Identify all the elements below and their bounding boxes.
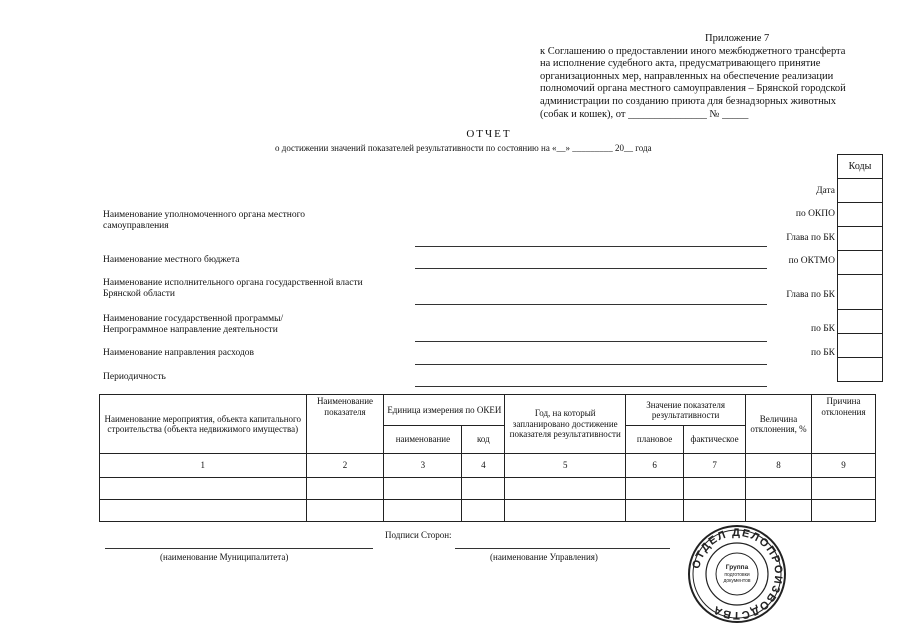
stamp-center-line: подготовки (724, 572, 750, 578)
col-header-deviation: Величина отклонения, % (746, 395, 812, 454)
appendix-title: Приложение 7 (705, 33, 770, 44)
col-number: 2 (306, 454, 384, 478)
col-number: 6 (626, 454, 684, 478)
table-cell[interactable] (462, 500, 505, 522)
table-cell[interactable] (505, 500, 626, 522)
codes-table (837, 154, 883, 382)
table-cell[interactable] (684, 500, 746, 522)
col-header-planned: плановое (626, 426, 684, 454)
report-title: ОТЧЕТ (466, 128, 512, 140)
col-number: 9 (812, 454, 876, 478)
table-cell[interactable] (384, 500, 462, 522)
code-label-glava-bk-2: Глава по БК (786, 290, 835, 300)
code-cell-glava-bk[interactable] (838, 227, 883, 251)
col-number: 8 (746, 454, 812, 478)
signature-line-department[interactable] (455, 548, 670, 549)
code-label-glava-bk: Глава по БК (786, 233, 835, 243)
signatures-title: Подписи Сторон: (385, 530, 452, 540)
stamp-center-line: документов (723, 578, 751, 584)
code-cell-date[interactable] (838, 179, 883, 203)
field-label-executive: Наименование исполнительного органа государственной власти (103, 278, 363, 288)
table-row[interactable] (100, 500, 876, 522)
codes-header: Коды (838, 155, 883, 179)
field-label-direction: Наименование направления расходов (103, 348, 255, 358)
appendix-line: полномочий органа местного самоуправления – Брянской городской (540, 83, 846, 95)
col-header-unit: Единица измерения по ОКЕИ (384, 395, 505, 426)
field-line-direction[interactable] (415, 364, 767, 365)
appendix-line: к Соглашению о предоставлении иного межбюджетного трансферта (540, 45, 846, 57)
code-cell-period[interactable] (838, 358, 883, 382)
table-row[interactable] (100, 478, 876, 500)
col-number: 1 (100, 454, 307, 478)
report-subtitle: о достижении значений показателей результативности по состоянию на «__» _________ 20__ года (275, 143, 652, 153)
table-cell[interactable] (384, 478, 462, 500)
field-line-authority[interactable] (415, 246, 767, 247)
col-number: 4 (462, 454, 505, 478)
table-cell[interactable] (626, 478, 684, 500)
field-line-periodicity[interactable] (415, 386, 767, 387)
table-cell[interactable] (684, 478, 746, 500)
col-header-value: Значение показателя результативности (626, 395, 746, 426)
signature-line-municipality[interactable] (105, 548, 373, 549)
official-stamp (687, 524, 787, 624)
field-label-program-cont: Непрограммное направление деятельности (103, 325, 278, 335)
stamp-center-line: Группа (725, 564, 749, 571)
appendix-line: на исполнение судебного акта, предусматривающего принятие (540, 58, 821, 70)
table-cell[interactable] (812, 500, 876, 522)
code-cell-bk-2[interactable] (838, 334, 883, 358)
col-number: 7 (684, 454, 746, 478)
signature-label-department: (наименование Управления) (490, 552, 598, 562)
field-label-executive-cont: Брянской области (103, 289, 175, 299)
col-number: 5 (505, 454, 626, 478)
table-cell[interactable] (306, 500, 384, 522)
field-label-periodicity: Периодичность (103, 372, 166, 382)
table-cell[interactable] (462, 478, 505, 500)
code-label-oktmo: по ОКТМО (788, 256, 835, 266)
field-line-program[interactable] (415, 341, 767, 342)
code-label-date: Дата (816, 186, 835, 196)
field-label-budget: Наименование местного бюджета (103, 255, 240, 265)
table-cell[interactable] (626, 500, 684, 522)
code-label-bk: по БК (810, 324, 835, 334)
code-label-bk-2: по БК (810, 348, 835, 358)
table-cell[interactable] (746, 500, 812, 522)
field-label-authority: Наименование уполномоченного органа местного (103, 210, 305, 220)
col-header-unit-name: наименование (384, 426, 462, 454)
appendix-line: администрации по созданию приюта для безнадзорных животных (540, 95, 836, 107)
appendix-header (540, 33, 880, 121)
table-cell[interactable] (505, 478, 626, 500)
code-cell-okpo[interactable] (838, 203, 883, 227)
field-line-budget[interactable] (415, 268, 767, 269)
appendix-line: (собак и кошек), от _______________ № _____ (540, 108, 749, 120)
table-cell[interactable] (306, 478, 384, 500)
table-cell[interactable] (100, 478, 307, 500)
appendix-line: организационных мер, направленных на обеспечение реализации (540, 70, 834, 82)
stamp-seal-icon (687, 524, 787, 624)
results-table (99, 394, 876, 522)
code-cell-glava-bk-2[interactable] (838, 275, 883, 310)
stamp-ring-text: ОТДЕЛ ДЕЛОПРОИЗВОДСТВА (690, 526, 785, 622)
table-cell[interactable] (746, 478, 812, 500)
signature-label-municipality: (наименование Муниципалитета) (160, 552, 289, 562)
column-numbers-row (100, 454, 876, 478)
col-number: 3 (384, 454, 462, 478)
field-line-executive[interactable] (415, 304, 767, 305)
col-header-event: Наименование мероприятия, объекта капитального строительства (объекта недвижимого имущества) (100, 395, 307, 454)
table-cell[interactable] (812, 478, 876, 500)
table-cell[interactable] (100, 500, 307, 522)
col-header-unit-code: код (462, 426, 505, 454)
field-label-authority-cont: самоуправления (103, 221, 169, 231)
code-label-okpo: по ОКПО (795, 209, 835, 219)
col-header-year: Год, на который запланировано достижение показателя результативности (505, 395, 626, 454)
col-header-actual: фактическое (684, 426, 746, 454)
code-cell-oktmo[interactable] (838, 251, 883, 275)
field-label-program: Наименование государственной программы/ (103, 314, 284, 324)
code-cell-bk[interactable] (838, 310, 883, 334)
col-header-indicator: Наименование показателя (306, 395, 384, 454)
col-header-reason: Причина отклонения (812, 395, 876, 454)
